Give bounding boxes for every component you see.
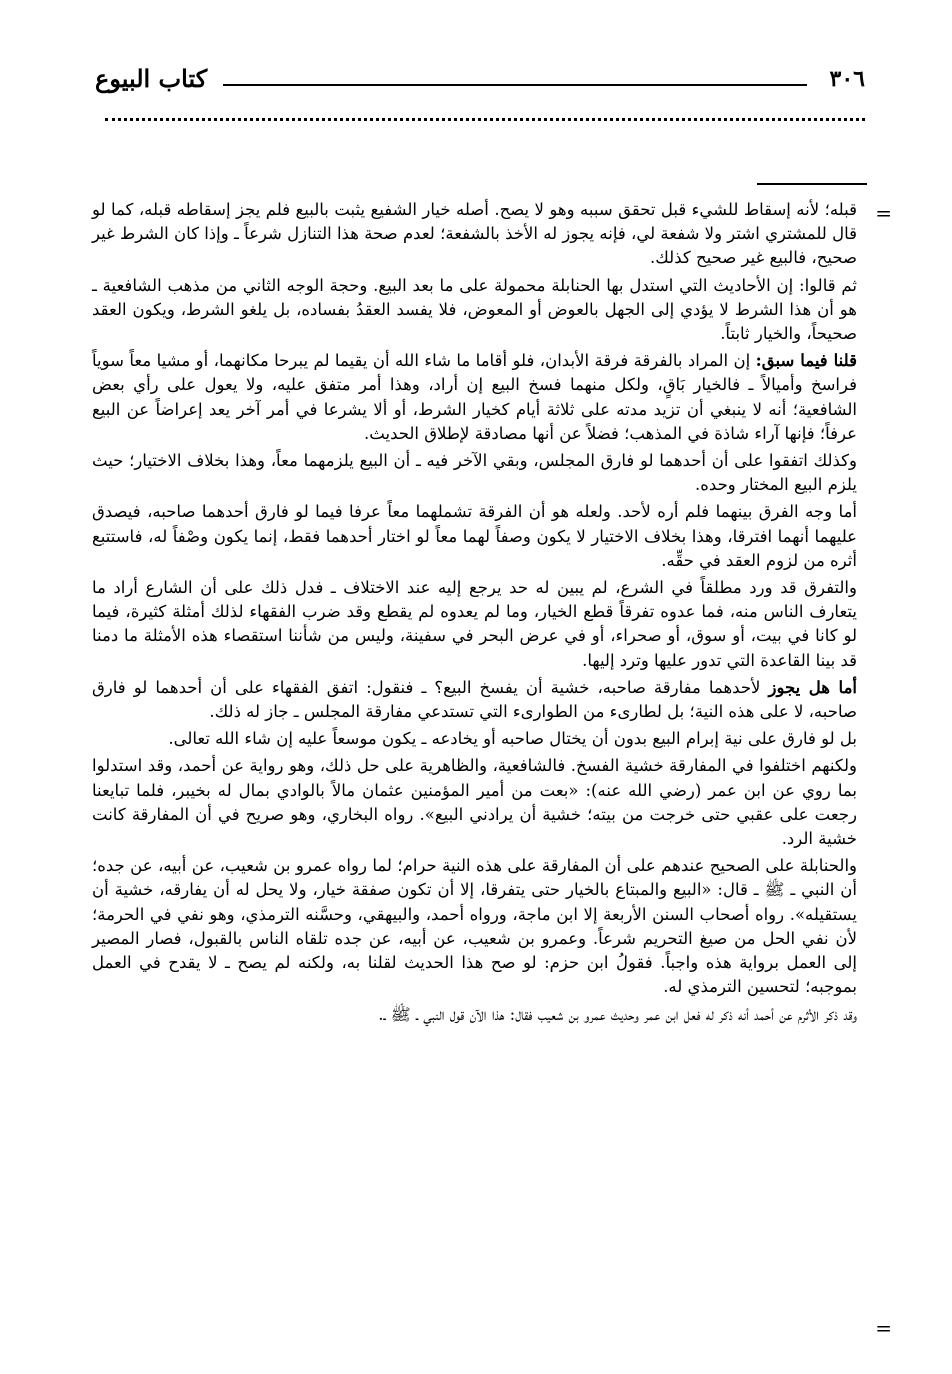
paragraph: أما وجه الفرق بينهما فلم أره لأحد. ولعله هو أن الفرقة تشملهما معاً عرفا فيما لو فارق أحدهما صاحبه، فيصدق عليهما أنهما افترقا، وهذا بخلاف الاختيار لا يكون وصفاً لهما معاً لو اختار أحدهما فقط، إنما يكون وصْفاً له، فاستتبع أثره من لزوم العقد في حقِّه. (92, 502, 857, 570)
paragraph: والتفرق قد ورد مطلقاً في الشرع، لم يبين له حد يرجع إليه عند الاختلاف ـ فدل ذلك على أن الشارع أراد ما يتعارف الناس منه، فما عدوه تفرقاً قطع الخيار، وما لم يعدوه لم يقطع وقد ضرب الفقهاء لذلك أمثلة كثيرة، فيما لو كانا في بيت، أو سوق، أو صحراء، أو في عرض البحر في سفينة، وليس من شأننا استقصاء هذه الأمثلة ما دمنا قد بينا القاعدة التي تدور عليها وترد إليها. (92, 578, 857, 670)
page-header (95, 60, 865, 100)
paragraph: ثم قالوا: إن الأحاديث التي استدل بها الحنابلة محمولة على ما بعد البيع. وحجة الوجه الثاني من مذهب الشافعية ـ هو أن هذا الشرط لا يؤدي إلى الجهل بالعوض أو المعوض، فلا يفسد العقدُ بفساده، بل يلغو الشرط، ويكون العقد صحيحاً، والخيار ثابتاً. (92, 275, 857, 344)
dotted-separator (105, 118, 865, 121)
paragraph: قلنا فيما سبق: إن المراد بالفرقة فرقة الأبدان، فلو أقاما ما شاء الله أن يقيما لم يبرحا مكانهما، أو مشيا معاً سوياً فراسخ وأميالاً ـ فالخيار بَاقٍ، ولكل منهما فسخ البيع إن أراد، وهذا أمر متفق عليه، ولا يعول على رأي بعض الشافعية؛ أنه لا ينبغي أن تزيد مدته على ثلاثة أيام كخيار الشرط، أو ألا يشرعا في أمر آخر يعد إعراضاً عن البيع عرفاً؛ فإنها آراء شاذة في المذهب؛ فضلاً عن أنها مصادقة لإطلاق الحديث. (92, 351, 857, 443)
paragraph: والحنابلة على الصحيح عندهم على أن المفارقة على هذه النية حرام؛ لما رواه عمرو بن شعيب، عن أبيه، عن جده؛ أن النبي ـ ﷺ ـ قال: «البيع والمبتاع بالخيار حتى يتفرقا، إلا أن تكون صفقة خيار، ولا يحل له أن يفارقه، خشية أن يستقيله». رواه أصحاب السنن الأربعة إلا ابن ماجة، ورواه أحمد، والبيهقي، وحسَّنه الترمذي، وهو نفي في الحرمة؛ لأن نفي الحل من صيغ التحريم شرعاً. وعمرو بن شعيب، عن أبيه، عن جده تلقاه الناس بالقبول، فصار المصير إلى العمل برواية هذه واجباً. فقولُ ابن حزم: لو صح هذا الحديث لقلنا به، ولكنه لم يصح ـ لا يقدح في العمل بموجبه؛ لتحسين الترمذي له. (92, 856, 857, 997)
page-number: ٣٠٦ (829, 66, 865, 92)
book-title: كتاب البيوع (95, 64, 208, 93)
continuation-mark-top: = (875, 201, 892, 225)
paragraph: قبله؛ لأنه إسقاط للشيء قبل تحقق سببه وهو لا يصح. أصله خيار الشفيع يثبت بالبيع فلم يجز إسقاطه قبله، كما لو قال للمشتري اشتر ولا شفعة لي، فإنه يجوز له الأخذ بالشفعة؛ لعدم صحة هذا التنازل شرعاً ـ وإذا كان الشرط غير صحيح، فالبيع غير صحيح كذلك. (92, 200, 857, 268)
continuation-mark-bottom: = (875, 1316, 892, 1340)
paragraph: بل لو فارق على نية إبرام البيع بدون أن يختال صاحبه أو يخادعه ـ يكون موسعاً عليه إن شاء الله تعالى. (168, 729, 857, 749)
header-rule (223, 84, 807, 86)
paragraph: وكذلك اتفقوا على أن أحدهما لو فارق المجلس، وبقي الآخر فيه ـ أن البيع يلزمهما معاً، وهذا بخلاف الاختيار؛ حيث يلزم البيع المختار وحده. (92, 451, 857, 495)
paragraph: وقد ذكر الأثرم عن أحمد أنه ذكر له فعل ابن عمر وحديث عمرو بن شعيب فقال: هذا الآن قول النبي ـ ﷺ ـ. (378, 1004, 857, 1024)
footnote-text (92, 198, 857, 1030)
paragraph: ولكنهم اختلفوا في المفارقة خشية الفسخ. فالشافعية، والظاهرية على حل ذلك، وهو رواية عن أحمد، وقد استدلوا بما روي عن ابن عمر (رضي الله عنه): «بعت من أمير المؤمنين عثمان مالاً بالوادي بمال له بخيبر، فلما تبايعنا رجعت على عقبي حتى خرجت من بيته؛ خشية أن يرادني البيع». رواه البخاري، وهو صريح في أن المفارقة كانت خشية الرد. (92, 756, 857, 849)
paragraph: أما هل يجوز لأحدهما مفارقة صاحبه، خشية أن يفسخ البيع؟ ـ فنقول: اتفق الفقهاء على أن أحدهما لو فارق صاحبه، لا على هذه النية؛ بل لطارىء من الطوارىء التي تستدعي مفارقة المجلس ـ جاز له ذلك. (92, 677, 858, 722)
footnote-rule (757, 183, 867, 185)
